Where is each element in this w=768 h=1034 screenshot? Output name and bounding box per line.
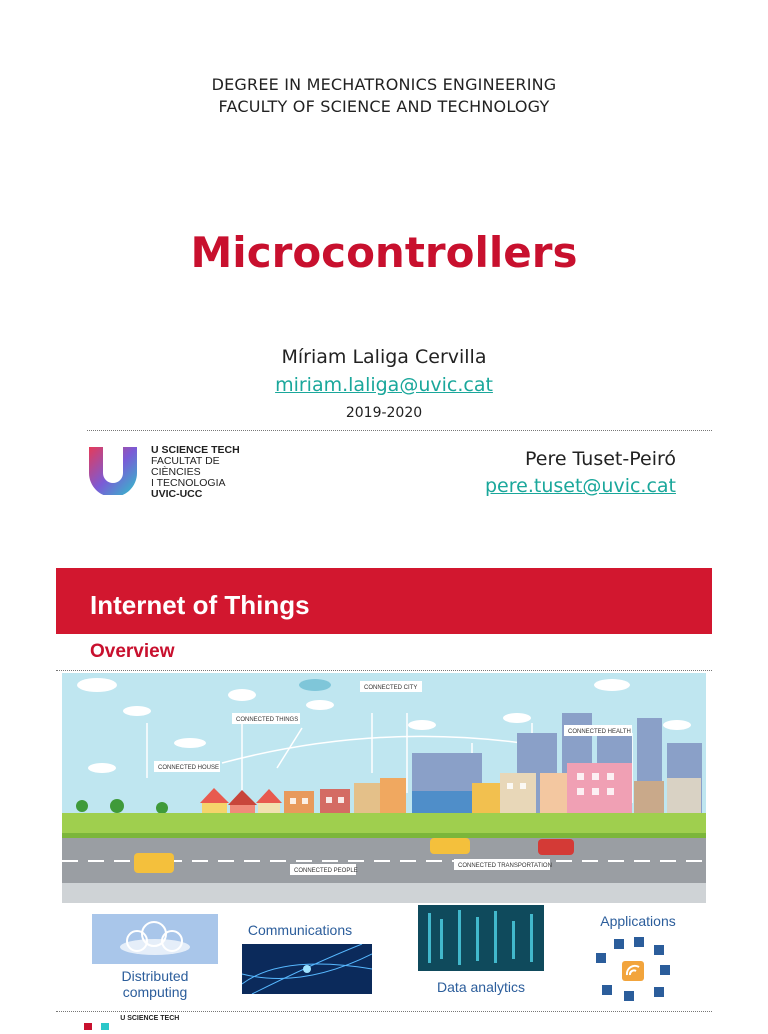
author-name: Míriam Laliga Cervilla (281, 346, 487, 368)
author-email-link[interactable]: miriam.laliga@uvic.cat (275, 374, 493, 396)
logo-text (151, 445, 267, 500)
data-analytics-image (418, 905, 544, 971)
degree-header (0, 74, 768, 118)
degree-line: DEGREE IN MECHATRONICS ENGINEERING (211, 75, 557, 94)
document-title: Microcontrollers (190, 228, 578, 277)
logo-line: U SCIENCE TECH (151, 444, 240, 456)
city-label-connected-things: CONNECTED THINGS (236, 717, 299, 723)
communications-image (242, 944, 372, 994)
u-logo-icon (87, 443, 139, 495)
iot-city-illustration (62, 673, 706, 903)
city-label-connected-house: CONNECTED HOUSE (158, 765, 220, 771)
logo-line: FACULTAT DE CIÈNCIES (151, 455, 220, 478)
coauthor-name: Pere Tuset-Peiró (524, 448, 676, 470)
section-heading: Overview (90, 641, 175, 662)
city-label-connected-health: CONNECTED HEALTH (568, 729, 631, 735)
faculty-line: FACULTY OF SCIENCE AND TECHNOLOGY (218, 97, 550, 116)
uvic-science-tech-logo (87, 443, 267, 500)
cloud-computing-image (92, 914, 218, 964)
divider (56, 670, 712, 671)
coauthor-email-link[interactable]: pere.tuset@uvic.cat (485, 475, 676, 497)
logo-line: UVIC-UCC (151, 488, 203, 500)
caption-distributed (92, 968, 218, 1000)
coauthor-email-wrap (485, 475, 676, 497)
city-label-connected-transportation: CONNECTED TRANSPORTATION (458, 863, 552, 869)
footer-logo-text: U SCIENCE TECH (120, 1015, 180, 1022)
city-label-connected-people: CONNECTED PEOPLE (294, 868, 358, 874)
caption-line: Distributed (121, 968, 189, 984)
divider (56, 1011, 712, 1012)
caption-communications: Communications (247, 922, 353, 938)
footer-logo (84, 1015, 224, 1024)
city-label-connected-city: CONNECTED CITY (364, 685, 418, 691)
caption-data-analytics: Data analytics (437, 979, 525, 995)
divider (87, 430, 712, 431)
slide-banner (56, 568, 712, 634)
footer-mark (84, 1023, 92, 1030)
slide-title: Internet of Things (90, 590, 310, 620)
author-email-wrap (0, 374, 768, 396)
applications-image (594, 935, 674, 1005)
footer-mark (101, 1023, 109, 1030)
caption-line: computing (122, 984, 188, 1000)
academic-year: 2019-2020 (345, 405, 423, 421)
logo-line: I TECNOLOGIA (151, 477, 226, 489)
caption-applications: Applications (600, 913, 676, 929)
